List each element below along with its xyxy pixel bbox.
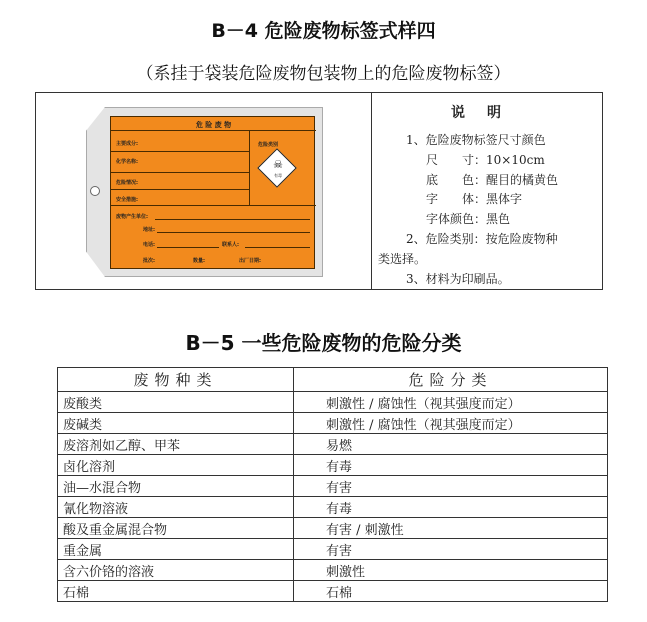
fill-line — [157, 232, 310, 233]
note-line: 1、危险废物标签尺寸颜色 — [406, 133, 546, 147]
note-line: 底 色：醒目的橘黄色 — [426, 173, 559, 187]
b5-title: B－5 一些危险废物的危险分类 — [185, 331, 462, 355]
note-line: 类选择。 — [378, 252, 427, 266]
hazard-class-cell: 有害 / 刺激性 — [294, 518, 608, 539]
label-rule — [111, 189, 249, 190]
waste-type-cell: 废碱类 — [58, 413, 294, 434]
hazardous-waste-label — [110, 116, 315, 269]
label-title: 危 险 废 物 — [195, 121, 232, 129]
label-rule — [111, 205, 316, 206]
table-row — [58, 539, 608, 560]
notes-title: 说明 — [451, 105, 523, 121]
waste-type-cell: 卤化溶剂 — [58, 455, 294, 476]
waste-type-cell: 废酸类 — [58, 392, 294, 413]
header-hazard-class: 危险分类 — [294, 368, 608, 392]
waste-type-cell: 氰化物溶液 — [58, 497, 294, 518]
skull-crossbones-icon: ☠ — [273, 158, 283, 171]
note-line: 字体颜色：黑色 — [426, 212, 511, 226]
waste-type-cell: 石棉 — [58, 581, 294, 602]
table-row — [58, 497, 608, 518]
field-hazard-info: 危险情况: — [116, 180, 138, 186]
table-row — [58, 518, 608, 539]
field-phone: 电话: — [143, 242, 155, 248]
waste-type-cell: 含六价铬的溶液 — [58, 560, 294, 581]
hazard-class-cell: 刺激性 / 腐蚀性（视其强度而定） — [294, 413, 608, 434]
table-row — [58, 581, 608, 602]
table-row — [58, 476, 608, 497]
field-quantity: 数量: — [193, 258, 205, 264]
hazard-class-cell: 有害 — [294, 476, 608, 497]
label-rule — [111, 130, 316, 131]
field-producer: 废物产生单位: — [116, 214, 149, 220]
b4-title: B－4 危险废物标签式样四 — [211, 20, 436, 42]
note-line: 尺 寸：10×10cm — [426, 153, 545, 167]
fill-line — [245, 247, 310, 248]
fill-line — [155, 219, 310, 220]
table-row — [58, 392, 608, 413]
label-rule — [111, 172, 249, 173]
hang-hole — [90, 186, 100, 196]
waste-type-cell: 重金属 — [58, 539, 294, 560]
hazard-classification-table — [57, 367, 608, 602]
hazard-class-cell: 有害 — [294, 539, 608, 560]
field-address: 地址: — [143, 227, 155, 233]
note-line: 字 体：黑体字 — [426, 192, 523, 206]
note-line: 2、危险类别：按危险废物种 — [406, 232, 558, 246]
field-chemical-name: 化学名称: — [116, 159, 138, 165]
label-rule — [111, 151, 249, 152]
table-row — [58, 413, 608, 434]
hazard-class-cell: 有毒 — [294, 455, 608, 476]
fill-line — [157, 247, 219, 248]
hazard-class-cell: 刺激性 / 腐蚀性（视其强度而定） — [294, 392, 608, 413]
hazard-class-cell: 刺激性 — [294, 560, 608, 581]
table-row — [58, 560, 608, 581]
table-header-row — [58, 368, 608, 392]
field-contact: 联系人: — [222, 242, 239, 248]
table-row — [58, 455, 608, 476]
field-date: 出厂日期: — [239, 258, 261, 264]
field-main-components: 主要成分: — [116, 141, 138, 147]
note-line: 3、材料为印刷品。 — [406, 272, 510, 286]
waste-type-cell: 废溶剂如乙醇、甲苯 — [58, 434, 294, 455]
hazard-class-cell: 石棉 — [294, 581, 608, 602]
field-batch: 批次: — [143, 258, 155, 264]
b4-subtitle: （系挂于袋装危险废物包装物上的危险废物标签） — [136, 64, 511, 84]
label-notes — [372, 93, 602, 289]
hazard-class-cell: 易燃 — [294, 434, 608, 455]
waste-type-cell: 酸及重金属混合物 — [58, 518, 294, 539]
hazard-class-label: 危险类别 — [258, 142, 279, 148]
table-row — [58, 434, 608, 455]
hazard-class-cell: 有毒 — [294, 497, 608, 518]
field-safety-measures: 安全措施: — [116, 197, 138, 203]
waste-type-cell: 油—水混合物 — [58, 476, 294, 497]
label-column-rule — [249, 130, 250, 205]
header-waste-type: 废物种类 — [58, 368, 294, 392]
hazard-symbol-caption: 有毒 — [274, 173, 282, 178]
